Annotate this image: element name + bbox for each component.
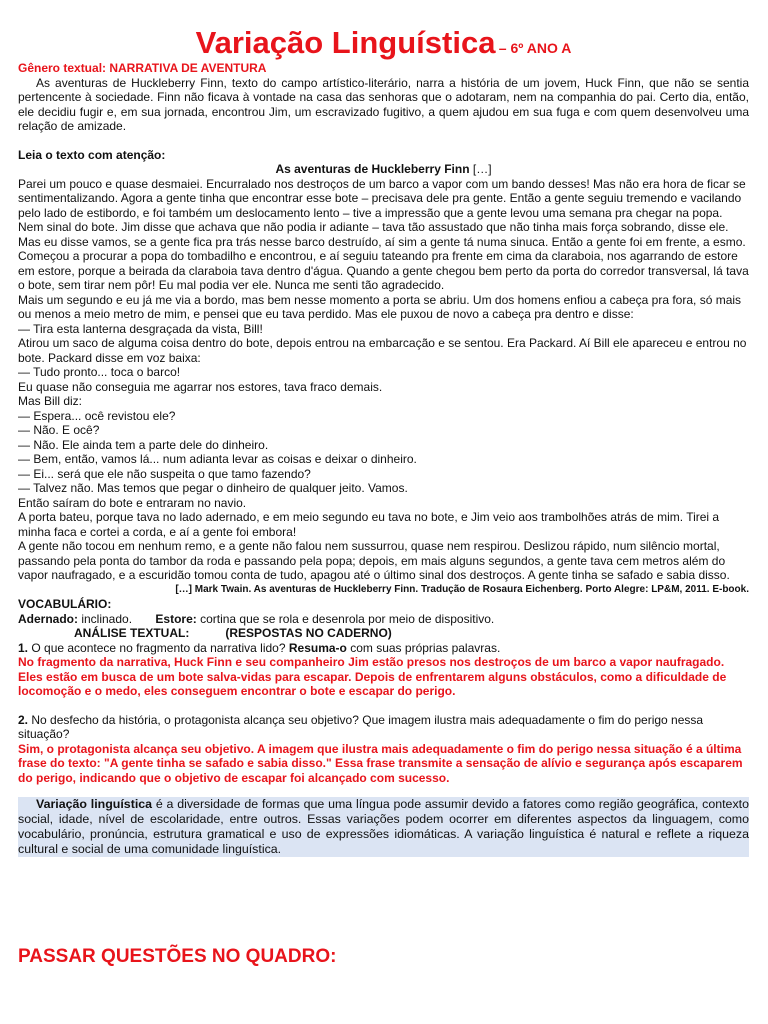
question-1 [18, 641, 749, 699]
vocab-term: Estore: [155, 611, 197, 626]
story-paragraph: — Tira esta lanterna desgraçada da vista, Bill! [18, 321, 263, 336]
question-text [18, 641, 749, 656]
story-paragraph: Então saíram do bote e entraram no navio. [18, 495, 247, 510]
concept-box [18, 797, 749, 857]
story-paragraph: — Não. E ocê? [18, 423, 100, 437]
question-2 [18, 713, 749, 786]
question-number: 1. [18, 640, 29, 655]
question-number: 2. [18, 712, 29, 727]
vocab-definition: inclinado. [78, 611, 133, 626]
question-emphasis: Resuma-o [288, 640, 347, 655]
vocabulary-entries [18, 612, 749, 627]
analysis-heading [18, 626, 749, 641]
text-title-suffix: […] [469, 162, 492, 176]
vocabulary-heading: VOCABULÁRIO: [18, 597, 112, 611]
concept-definition: é a diversidade de formas que uma língua pode assumir devido a fatores como região geográfica, contexto social, idade, nível de escolaridade, entre outros. Essas variações podem ocorrer em diferentes aspectos da linguagem, como vocabulário, pronúncia, estrutura gramatical e uso de expressões idiomáticas. A variação linguística é natural e reflete a riqueza cultural e social de uma comunidade linguística. [18, 797, 749, 856]
story-paragraph: — Não. Ele ainda tem a parte dele do dinheiro. [18, 437, 269, 452]
answer-text: No fragmento da narrativa, Huck Finn e seu companheiro Jim estão presos nos destroços de um barco a vapor naufragado. Eles estão em busca de um bote salva-vidas para escapar. Depois de enfrentarem alguns obstáculos, como a dificuldade de locomoção e o medo, eles conseguem encontrar o bote e escapar do perigo. [18, 655, 727, 698]
intro-paragraph: As aventuras de Huckleberry Finn, texto do campo artístico-literário, narra a história de um jovem, Huck Finn, que não se sentia pertencente à sociedade. Finn não ficava à vontade na casa das senhoras que o adotaram, nem na companhia do pai. Certo dia, então, ele decidiu fugir e, em sua jornada, encontrou Jim, um escravizado fugitivo, a quem ajudou em sua fuga e com quem desenvolveu uma relação de amizade. [18, 75, 749, 133]
question-part: O que acontece no fragmento da narrativa lido? [28, 640, 289, 655]
footer-instruction: PASSAR QUESTÕES NO QUADRO: [18, 946, 337, 967]
story-paragraph: A gente não tocou em nenhum remo, e a gente não falou nem sussurrou, quase nem respirou. Deslizou rápido, num silêncio mortal, passando pela ponta do tambor da roda e passando pela popa; depois, em mais alguns segundos, a gente tava cem metros além do vapor naufragado, e a escuridão tomou conta de tudo, apagou até o último sinal dos destroços. A gente tinha se safado e sabia disso. [18, 539, 730, 582]
story-paragraph: A porta bateu, porque tava no lado adernado, e em meio segundo eu tava no bote, e Jim veio aos trambolhões atrás de mim. Tirei a minha faca e cortei a corda, e aí a gente foi embora! [18, 510, 720, 539]
grade-label: – 6º ANO A [498, 40, 572, 56]
story-paragraph: — Bem, então, vamos lá... num adianta levar as coisas e deixar o dinheiro. [18, 452, 417, 466]
story-text [18, 177, 749, 583]
read-prompt: Leia o texto com atenção: [18, 147, 166, 162]
question-text [18, 713, 749, 742]
story-paragraph: — Ei... será que ele não suspeita o que tamo fazendo? [18, 466, 311, 481]
vocab-term: Adernado: [18, 611, 78, 626]
title-row [18, 24, 749, 62]
question-part: No desfecho da história, o protagonista alcança seu objetivo? Que imagem ilustra mais adequadamente o fim do perigo nessa situação? [18, 712, 704, 741]
question-part: com suas próprias palavras. [346, 640, 501, 655]
text-title-name: As aventuras de Huckleberry Finn [275, 162, 470, 176]
answer-text: Sim, o protagonista alcança seu objetivo. A imagem que ilustra mais adequadamente o fim do perigo nessa situação é a última frase do texto: "A gente tinha se safado e sabia disso." Essa frase transmite a sensação de alívio e segurança após escaparem do perigo, indicando que o objetivo de escapar foi alcançado com sucesso. [18, 741, 743, 785]
story-paragraph: — Tudo pronto... toca o barco! [18, 365, 181, 379]
genre-label: Gênero textual: NARRATIVA DE AVENTURA [18, 61, 267, 75]
concept-term: Variação linguística [36, 797, 153, 811]
analysis-title: ANÁLISE TEXTUAL: [74, 626, 190, 640]
worksheet [18, 24, 749, 857]
story-paragraph: — Espera... ocê revistou ele? [18, 408, 176, 423]
story-paragraph: Mais um segundo e eu já me via a bordo, mas bem nesse momento a porta se abriu. Um dos homens enfiou a cabeça pra fora, só mais ou menos a meio metro de mim, e pensei que eu tava perdido. Mas ele puxou de novo a cabeça pra dentro e disse: [18, 292, 742, 321]
page-title: Variação Linguística [195, 25, 496, 60]
analysis-note: (RESPOSTAS NO CADERNO) [225, 626, 392, 640]
story-paragraph: Eu quase não conseguia me agarrar nos estores, tava fraco demais. [18, 379, 383, 394]
story-paragraph: Atirou um saco de alguma coisa dentro do bote, depois entrou na embarcação e se sentou. Era Packard. Aí Bill ele apareceu e entrou no bote. Packard disse em voz baixa: [18, 336, 747, 365]
text-title [18, 162, 749, 177]
source-credit: […] Mark Twain. As aventuras de Huckleberry Finn. Tradução de Rosaura Eichenberg. Porto Alegre: LP&M, 2011. E-book. [175, 583, 749, 595]
story-paragraph: — Talvez não. Mas temos que pegar o dinheiro de qualquer jeito. Vamos. [18, 481, 408, 495]
story-paragraph: Parei um pouco e quase desmaiei. Encurralado nos destroços de um barco a vapor com um bando desses! Mas não era hora de ficar se sentimentalizando. Agora a gente tinha que encontrar esse bote – precisava dele pra gente. Então a gente seguiu tremendo e vacilando pelo lado de estibordo, e foi também um deslocamento lento – tive a impressão que a gente levou uma semana pra chegar na popa. Nem sinal do bote. Jim disse que achava que não podia ir adiante – tava tão assustado que não tinha mais força sobrando, disse ele. Mas eu disse vamos, se a gente fica pra trás nesse barco destruído, aí sim a gente tá numa sinuca. Então a gente foi em frente, a esmo. Começou a procurar a popa do tombadilho e encontrou, e aí seguiu tateando pra frente em cima da claraboia, nos agarrando de estore em estore, porque a beirada da claraboia tava dentro d'água. Quando a gente chegou bem perto da porta do corredor transversal, lá tava o bote, sem tirar nem pôr! Eu mal podia ver ele. Nunca me senti tão agradecido. [18, 176, 749, 292]
story-paragraph: Mas Bill diz: [18, 394, 83, 408]
vocab-definition: cortina que se rola e desenrola por meio de dispositivo. [196, 611, 495, 626]
